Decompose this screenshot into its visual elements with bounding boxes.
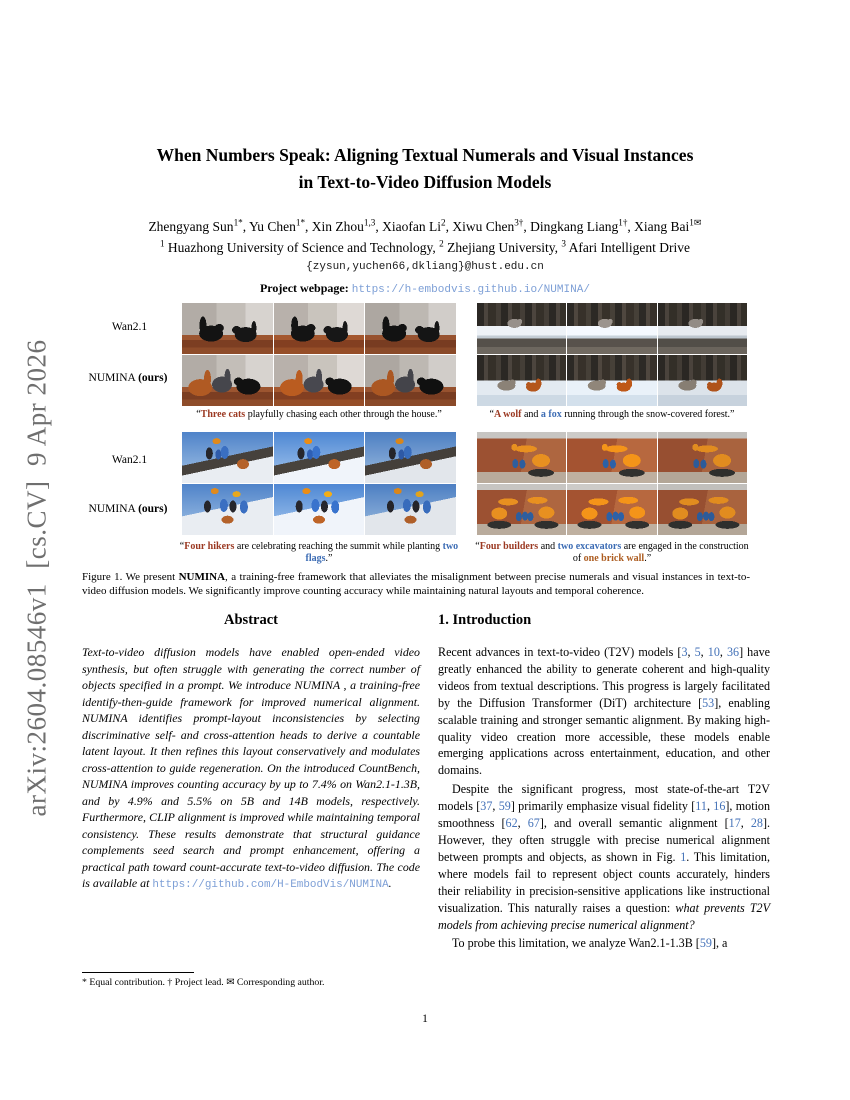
project-webpage-line: Project webpage: https://h-embodvis.github.io/NUMINA/ <box>259 281 591 296</box>
video-frame <box>365 432 456 483</box>
video-frame <box>477 303 566 354</box>
citation-link[interactable]: 37 <box>480 799 493 814</box>
citation-link[interactable]: 53 <box>702 695 715 710</box>
video-frame <box>658 484 747 535</box>
affiliation-list: $^1$ Huazhong University of Science and Technology, $^2$ Zhejiang University, $^3$ Afari Intelligent Drive <box>159 238 691 255</box>
footnote <box>82 972 420 988</box>
video-frame <box>477 432 566 483</box>
row-label-ours-top: NUMINA (ours) <box>88 372 168 384</box>
video-frame <box>567 484 656 535</box>
clip-caption-cats: “Three cats playfully chasing each other through the house.” <box>196 409 442 420</box>
right-column <box>438 612 770 952</box>
citation-link[interactable]: 59 <box>498 799 511 814</box>
row-label-wan-top: Wan2.1 <box>111 321 148 333</box>
frames-builders-ours <box>477 484 747 535</box>
citation-link[interactable]: 16 <box>713 799 726 814</box>
video-frame <box>182 355 273 406</box>
hyperlink[interactable]: https://github.com/H-EmbodVis/NUMINA <box>152 879 389 891</box>
figure-1-caption: Figure 1. We present NUMINA, a training-free framework that alleviates the misalignment between precise numerals and visual instances in text-to-video diffusion models. We significantly improve counting accuracy while maintaining natural layouts and temporal coherence. <box>82 571 751 597</box>
video-frame <box>365 355 456 406</box>
clip-caption-hikers: “Four hikers are celebrating reaching the summit while planting two flags.” <box>179 541 459 564</box>
video-frame <box>477 484 566 535</box>
citation-link[interactable]: 10 <box>707 645 720 659</box>
frames-builders-wan <box>477 432 747 483</box>
arxiv-watermark: arXiv:2604.08546v1 [cs.CV] 9 Apr 2026 <box>21 339 52 817</box>
video-frame <box>658 355 747 406</box>
paper-title <box>0 142 850 196</box>
intro-paragraph-2: Despite the significant progress, most state-of-the-art T2V models [37, 59] primarily emphasize visual fidelity [11, 16], motion smoothness [62, 67], and overall semantic alignment [17, 28]. However, they often struggle with precise numerical alignment between prompts and objects, as shown in Fig. 1. This limitation, where models fail to represent object counts accurately, hinders their reliability in precision-sensitive applications like instructional visualization. This naturally raises a question: what prevents T2V models from achieving precise numerical alignment? <box>438 782 771 932</box>
clip-caption-wolf: “A wolf and a fox running through the snow-covered forest.” <box>489 409 735 420</box>
video-frame <box>567 303 656 354</box>
abstract-heading: Abstract <box>224 612 278 628</box>
abstract-body: Text-to-video diffusion models have enabled open-ended video synthesis, but often struggle with generating the correct number of objects specified in a prompt. We introduce NUMINA , a training-free identify-then-guide framework for improved numerical alignment. NUMINA identifies prompt-layout inconsistencies by selecting discriminative self- and cross-attention heads to derive a countable latent layout. It then refines this layout conservatively and modulates cross-attention to guide regeneration. On the introduced CountBench, NUMINA improves counting accuracy by up to 7.4% on Wan2.1-1.3B, and by 4.9% and 5.5% on 5B and 14B models, respectively. Furthermore, CLIP alignment is improved while maintaining temporal consistency. These results demonstrate that structural guidance complements seed search and prompt enhancement, offering a practical path toward count-accurate text-to-video diffusion. The code is available at https://github.com/H-EmbodVis/NUMINA. <box>82 645 420 891</box>
video-frame <box>567 355 656 406</box>
video-frame <box>274 355 365 406</box>
video-frame <box>182 432 273 483</box>
frames-hikers-ours <box>182 484 456 535</box>
citation-link[interactable]: 62 <box>505 816 518 831</box>
video-grid-builders <box>477 432 747 536</box>
video-frame <box>365 303 456 354</box>
citation-link[interactable]: 28 <box>750 816 763 831</box>
row-label-ours-bottom: NUMINA (ours) <box>88 503 168 515</box>
citation-link[interactable]: 11 <box>695 799 707 814</box>
left-column <box>82 612 420 894</box>
video-frame <box>182 303 273 354</box>
video-frame <box>658 432 747 483</box>
video-grid-hikers <box>182 432 456 536</box>
citation-link[interactable]: 67 <box>527 816 540 831</box>
hyperlink[interactable]: https://h-embodvis.github.io/NUMINA/ <box>351 284 591 296</box>
frames-cats-wan <box>182 303 456 354</box>
footnote-text: * Equal contribution. † Project lead. ✉ Corresponding author. <box>82 977 325 988</box>
video-frame <box>658 303 747 354</box>
video-frame <box>477 355 566 406</box>
introduction-heading: 1. Introduction <box>438 612 532 628</box>
video-frame <box>274 303 365 354</box>
citation-link[interactable]: 1 <box>680 849 687 864</box>
citation-link[interactable]: 3 <box>681 645 688 659</box>
video-frame <box>274 484 365 535</box>
frames-wolf-ours <box>477 355 747 406</box>
paper-title-line1: When Numbers Speak: Aligning Textual Numerals and Visual Instances <box>156 145 694 165</box>
row-label-wan-bottom: Wan2.1 <box>111 454 148 466</box>
page-number: 1 <box>422 1013 428 1025</box>
citation-link[interactable]: 17 <box>728 816 741 831</box>
intro-paragraph-3: To probe this limitation, we analyze Wan2.1-1.3B [59], a <box>452 936 728 951</box>
video-frame <box>365 484 456 535</box>
video-grid-cats <box>182 303 456 407</box>
frames-cats-ours <box>182 355 456 406</box>
clip-caption-builders: “Four builders and two excavators are engaged in the construction of one brick wall.” <box>475 541 749 564</box>
frames-wolf-wan <box>477 303 747 354</box>
video-frame <box>567 432 656 483</box>
video-grid-wolf <box>477 303 747 407</box>
citation-link[interactable]: 36 <box>726 645 740 659</box>
video-frame <box>274 432 365 483</box>
intro-paragraph-1: Recent advances in text-to-video (T2V) models [3, 5, 10, 36] have greatly enhanced the ability to generate coherent and high-quality videos from textual descriptions. This progress is largely facilitated by the Diffusion Transformer (DiT) architecture [53], enabling scalable training and stronger semantic alignment. By making high-quality video creation more accessible, these models enable emerging applications across entertainment, education, and other domains. <box>438 645 771 778</box>
video-frame <box>182 484 273 535</box>
footnote-rule <box>82 972 194 973</box>
author-list: Zhengyang Sun$^{1*}$, Yu Chen$^{1*}$, Xin Zhou$^{1,3}$, Xiaofan Li$^2$, Xiwu Chen$^{3\dagger}$, Dingkang Liang$^{1\dagger}$, Xiang Bai$^{1✉}$ <box>148 217 702 234</box>
citation-link[interactable]: 5 <box>694 645 701 659</box>
contact-email: {zysun,yuchen66,dkliang}@hust.edu.cn <box>306 261 544 273</box>
frames-hikers-wan <box>182 432 456 483</box>
paper-title-line2: in Text-to-Video Diffusion Models <box>298 172 552 192</box>
citation-link[interactable]: 59 <box>699 936 712 951</box>
